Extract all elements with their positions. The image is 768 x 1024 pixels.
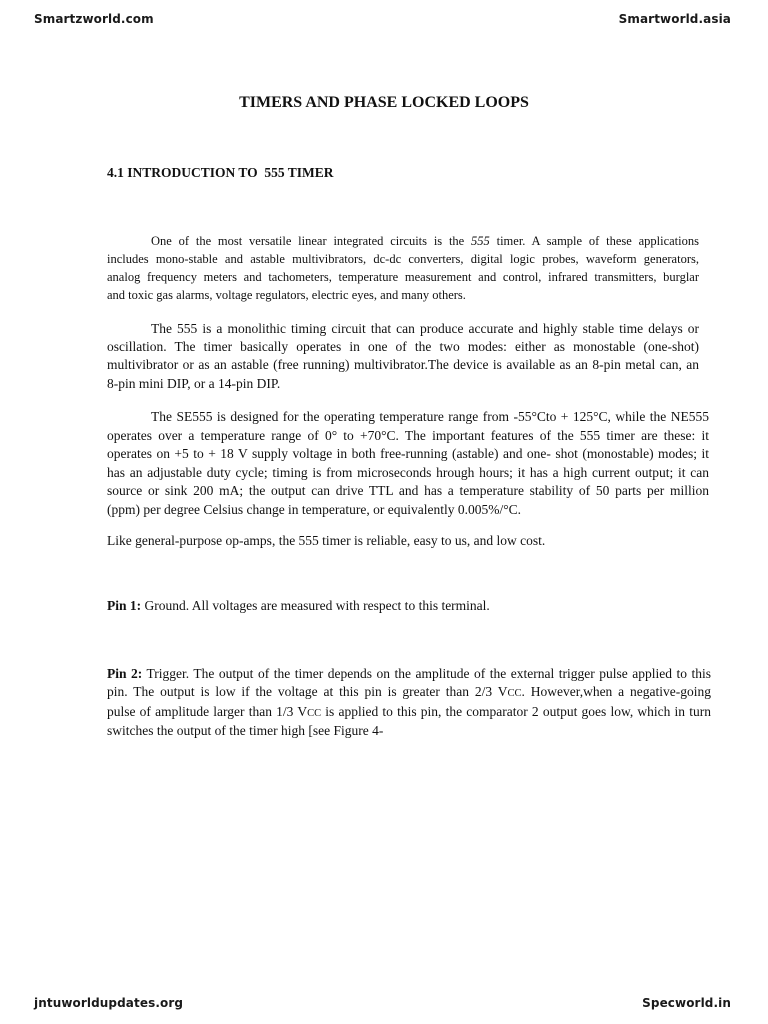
paragraph-line: has an adjustable duty cycle; timing is from microseconds hrough hours; it has a high current output; it can	[107, 464, 709, 480]
pin2-label: Pin 2:	[107, 666, 143, 681]
paragraph-features	[107, 408, 709, 520]
paragraph-applications	[107, 232, 699, 304]
paragraph-line: includes mono-stable and astable multivibrators, dc-dc converters, digital logic probes, waveform generators,	[107, 252, 699, 266]
paragraph-line: One of the most versatile linear integrated circuits is the 555 timer. A sample of these applications	[151, 234, 699, 248]
paragraph-line: pulse of amplitude larger than 1/3 VCC is applied to this pin, the comparator 2 output goes low, which in turn	[107, 703, 711, 719]
footer-site-right: Specworld.in	[642, 996, 731, 1010]
paragraph-line: and toxic gas alarms, voltage regulators, electric eyes, and many others.	[107, 288, 466, 302]
section-heading: 4.1 INTRODUCTION TO 555 TIMER	[107, 165, 334, 180]
footer-site-left: jntuworldupdates.org	[34, 996, 184, 1010]
header-site-right: Smartworld.asia	[618, 12, 731, 26]
paragraph-line: pin. The output is low if the voltage at this pin is greater than 2/3 VCC. However,when a negative-going	[107, 683, 711, 699]
pin1-label: Pin 1:	[107, 598, 142, 613]
header-site-left: Smartzworld.com	[34, 12, 154, 26]
paragraph-line: multivibrator or as an astable (free running) multivibrator.The device is available as an 8-pin metal can, an	[107, 357, 699, 373]
paragraph-line: analog frequency meters and tachometers, temperature measurement and control, infrared transmitters, burglar	[107, 270, 699, 284]
paragraph-line: oscillation. The timer basically operates in one of the two modes: either as monostable (one-shot)	[107, 339, 699, 355]
paragraph-line: (ppm) per degree Celsius change in temperature, or equivalently 0.005%/°C.	[107, 501, 522, 517]
pin1-description	[107, 597, 709, 615]
paragraph-line: Pin 1: Ground. All voltages are measured with respect to this terminal.	[107, 598, 490, 613]
paragraph-line: source or sink 200 mA; the output can drive TTL and has a temperature stability of 50 parts per million	[107, 483, 709, 499]
paragraph-line: Pin 2: Trigger. The output of the timer depends on the amplitude of the external trigger pulse applied to this	[107, 666, 711, 681]
paragraph-line: 8-pin mini DIP, or a 14-pin DIP.	[107, 375, 281, 391]
paragraph-line: Like general-purpose op-amps, the 555 timer is reliable, easy to us, and low cost.	[107, 533, 546, 548]
paragraph-line: The 555 is a monolithic timing circuit that can produce accurate and highly stable time delays or	[151, 321, 699, 336]
paragraph-monolithic	[107, 320, 699, 393]
paragraph-line: operates over a temperature range of 0° to +70°C. The important features of the 555 timer are these: it	[107, 427, 709, 443]
paragraph-line: The SE555 is designed for the operating temperature range from -55°Cto + 125°C, while the NE555	[151, 409, 709, 424]
page-title: TIMERS AND PHASE LOCKED LOOPS	[239, 94, 529, 111]
paragraph-summary	[107, 532, 709, 550]
pin2-description	[107, 665, 711, 740]
paragraph-line: operates on +5 to + 18 V supply voltage in both free-running (astable) and one- shot (monostable) modes; it	[107, 446, 709, 462]
paragraph-line: switches the output of the timer high [see Figure 4-	[107, 723, 384, 739]
